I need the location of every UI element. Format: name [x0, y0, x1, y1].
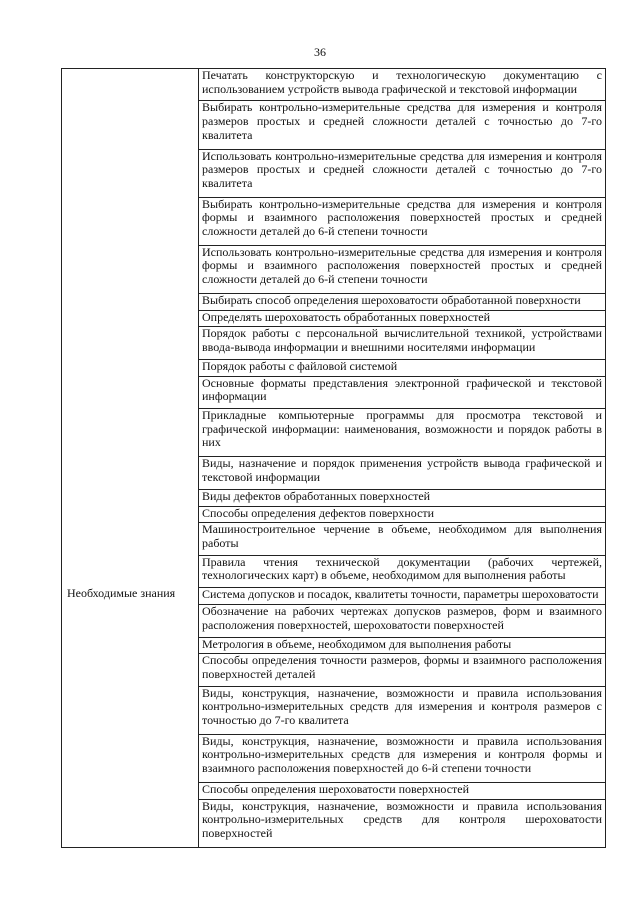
list-item: Способы определения дефектов поверхности: [199, 506, 606, 523]
table-row: [62, 69, 606, 101]
list-item: Печатать конструкторскую и технологическую документацию с использованием устройств вывода графической и текстовой информации: [199, 69, 606, 101]
list-item: Правила чтения технической документации (рабочих чертежей, технологических карт) в объеме, необходимом для выполнения работы: [199, 555, 606, 587]
list-item: Виды, конструкция, назначение, возможности и правила использования контрольно-измерительных средств для контроля шероховатости поверхностей: [199, 799, 606, 847]
list-item: Виды, конструкция, назначение, возможности и правила использования контрольно-измерительных средств для измерения и контроля формы и взаимного расположения поверхностей до 6-й степени точности: [199, 734, 606, 782]
list-item: Способы определения шероховатости поверхностей: [199, 782, 606, 799]
list-item: Прикладные компьютерные программы для просмотра текстовой и графической информации: наименования, возможности и порядок работы в них: [199, 409, 606, 457]
list-item: Машиностроительное черчение в объеме, необходимом для выполнения работы: [199, 523, 606, 555]
list-item: Выбирать контрольно-измерительные средства для измерения и контроля размеров простых и средней сложности деталей с точностью до 7-го квалитета: [199, 101, 606, 149]
table-body: [62, 69, 606, 848]
list-item: Использовать контрольно-измерительные средства для измерения и контроля формы и взаимного расположения поверхностей простых и средней сложности деталей до 6-й степени точности: [199, 245, 606, 293]
list-item: Порядок работы с файловой системой: [199, 359, 606, 376]
list-item: Использовать контрольно-измерительные средства для измерения и контроля размеров простых и средней сложности деталей с точностью до 7-го квалитета: [199, 149, 606, 197]
section-label-cell: [62, 69, 199, 848]
competency-table: [61, 68, 606, 848]
list-item: Виды дефектов обработанных поверхностей: [199, 489, 606, 506]
list-item: Выбирать способ определения шероховатости обработанной поверхности: [199, 293, 606, 310]
list-item: Виды, назначение и порядок применения устройств вывода графической и текстовой информации: [199, 457, 606, 489]
list-item: Виды, конструкция, назначение, возможности и правила использования контрольно-измерительных средств для измерения и контроля размеров с точностью до 7-го квалитета: [199, 686, 606, 734]
list-item: Основные форматы представления электронной графической и текстовой информации: [199, 376, 606, 408]
list-item: Способы определения точности размеров, формы и взаимного расположения поверхностей деталей: [199, 654, 606, 686]
page-number: 36: [314, 45, 326, 59]
list-item: Система допусков и посадок, квалитеты точности, параметры шероховатости: [199, 588, 606, 605]
list-item: Выбирать контрольно-измерительные средства для измерения и контроля формы и взаимного расположения поверхностей простых и средней сложности деталей до 6-й степени точности: [199, 197, 606, 245]
list-item: Обозначение на рабочих чертежах допусков размеров, форм и взаимного расположения поверхностей, шероховатости поверхностей: [199, 605, 606, 637]
list-item: Метрология в объеме, необходимом для выполнения работы: [199, 637, 606, 654]
list-item: Порядок работы с персональной вычислительной техникой, устройствами ввода-вывода информации и внешними носителями информации: [199, 327, 606, 359]
list-item: Определять шероховатость обработанных поверхностей: [199, 310, 606, 327]
section-label: Необходимые знания: [67, 586, 176, 601]
